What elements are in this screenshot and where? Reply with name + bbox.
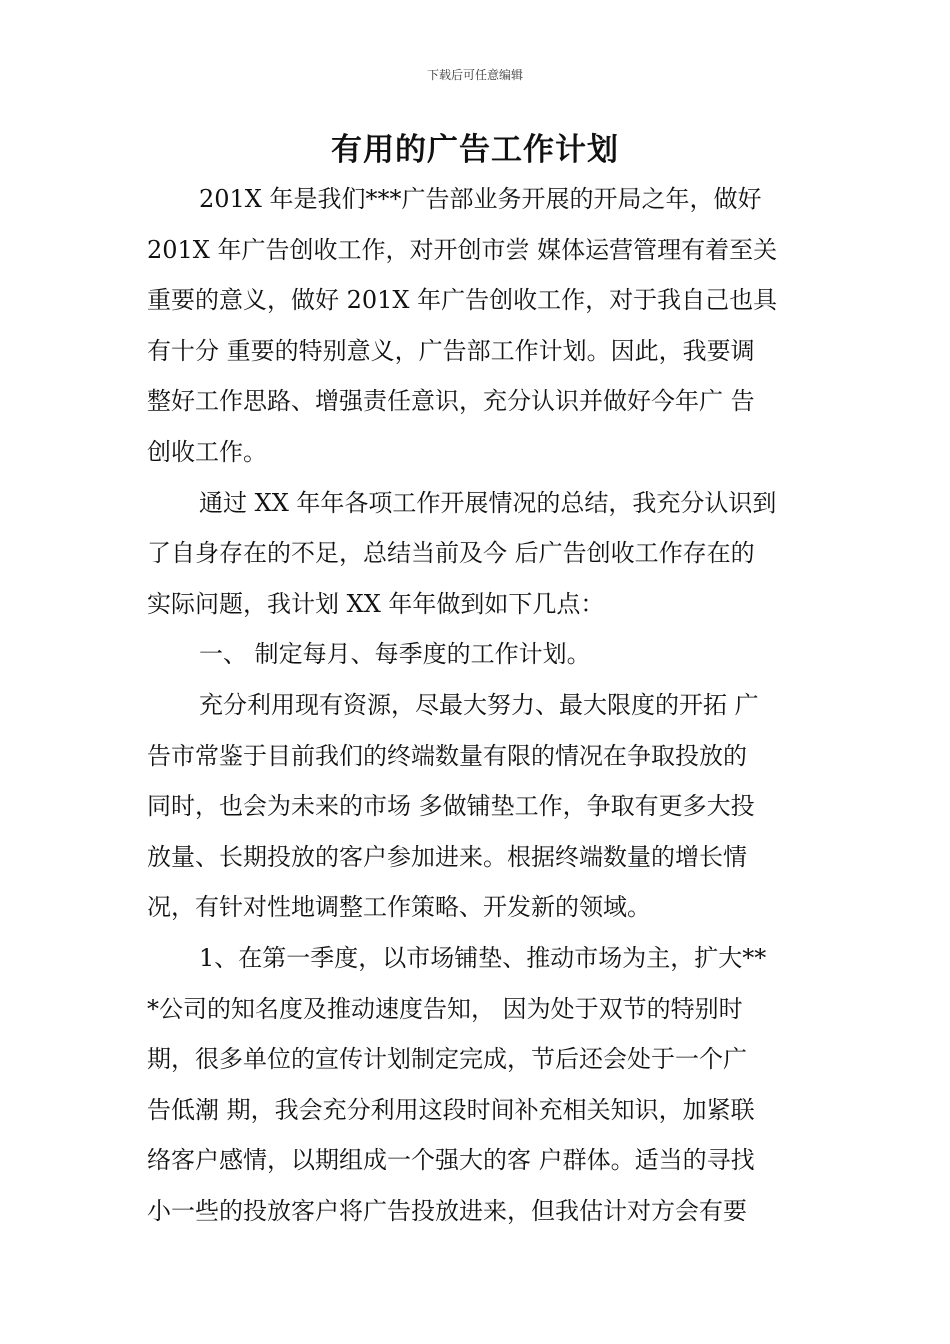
body-line: 实际问题，我计划 XX 年年做到如下几点： [147,589,605,618]
document-title: 有用的广告工作计划 [331,132,619,168]
body-line: 同时，也会为未来的市场 多做铺垫工作，争取有更多大投 [147,792,755,821]
body-line: 期，很多单位的宣传计划制定完成，节后还会处于一个广 [147,1045,747,1074]
body-line: 一、 制定每月、每季度的工作计划。 [199,640,591,669]
body-line: *公司的知名度及推动速度告知， 因为处于双节的特别时 [147,994,743,1023]
body-line: 告低潮 期，我会充分利用这段时间补充相关知识，加紧联 [147,1095,755,1124]
body-line: 况，有针对性地调整工作策略、开发新的领域。 [147,893,651,922]
body-line: 了自身存在的不足，总结当前及今 后广告创收工作存在的 [147,539,755,568]
body-line: 整好工作思路、增强责任意识，充分认识并做好今年广 告 [147,387,755,416]
body-line: 放量、长期投放的客户参加进来。根据终端数量的增长情 [147,842,747,871]
body-line: 通过 XX 年年各项工作开展情况的总结，我充分认识到 [199,488,777,517]
body-line: 1、在第一季度，以市场铺垫、推动市场为主，扩大** [199,943,767,972]
body-line: 201X 年是我们***广告部业务开展的开局之年，做好 [199,185,762,213]
body-line: 告市常鉴于目前我们的终端数量有限的情况在争取投放的 [147,741,747,770]
body-line: 重要的意义，做好 201X 年广告创收工作，对于我自己也具 [147,286,778,315]
body-line: 充分利用现有资源，尽最大努力、最大限度的开拓 广 [199,690,759,719]
header-note: 下载后可任意编辑 [426,68,523,82]
body-line: 络客户感情，以期组成一个强大的客 户群体。适当的寻找 [147,1146,755,1175]
body-line: 创收工作。 [147,437,267,466]
body-line: 201X 年广告创收工作，对开创市尝 媒体运营管理有着至关 [147,235,778,264]
body-line: 有十分 重要的特别意义，广告部工作计划。因此，我要调 [147,336,755,365]
body-line: 小一些的投放客户将广告投放进来，但我估计对方会有要 [147,1196,747,1225]
document-body [147,174,807,1236]
